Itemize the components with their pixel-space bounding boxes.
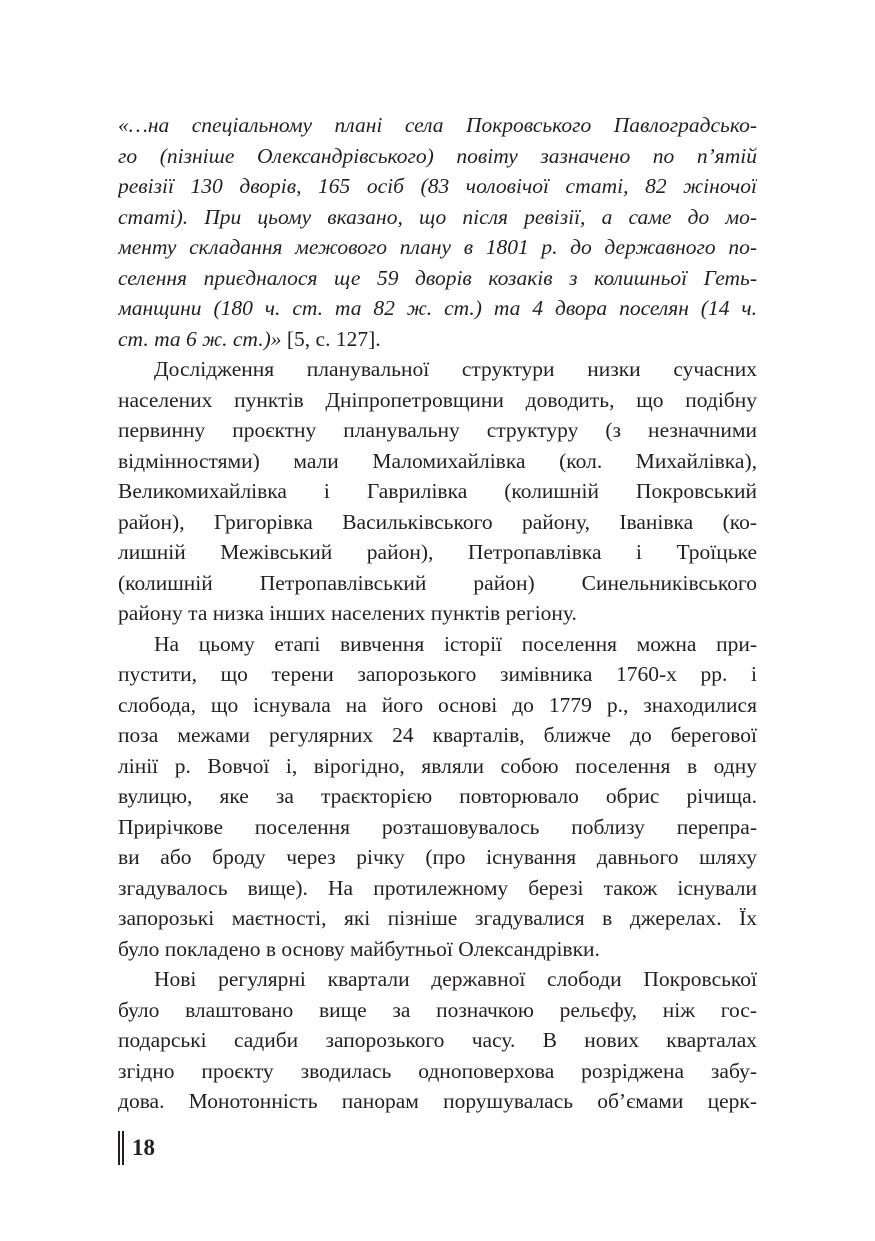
paragraph-line: запорозькі маєтності, які пізніше згадувалися в джерелах. Їх (118, 906, 757, 930)
paragraph-line: ви або броду через річку (про існування давнього шляху (118, 845, 757, 869)
paragraph-line: пустити, що терени запорозького зимівника 1760-х рр. і (118, 662, 757, 686)
paragraph-line: населених пунктів Дніпропетровщини доводить, що подібну (118, 387, 757, 412)
quotation-block (118, 110, 757, 354)
paragraph-line: (колишній Петропавлівський район) Синельниківського (118, 570, 757, 595)
page-number: 18 (132, 1135, 155, 1160)
quote-line: манщини (180 ч. ст. та 82 ж. ст.) та 4 двора поселян (14 ч. (118, 296, 757, 320)
paragraph-line: первинну проєктну планувальну структуру (з незначними (118, 418, 757, 442)
paragraph-line: район), Григорівка Васильківського району, Іванівка (ко- (118, 509, 757, 534)
quote-line: менту складання межового плану в 1801 р. до державного по- (118, 235, 757, 259)
paragraph-line: було влаштовано вище за позначкою рельєфу, ніж гос- (118, 997, 757, 1022)
paragraph-line: слобода, що існувала на його основі до 1779 р., знаходилися (118, 692, 757, 717)
paragraph-line: Дослідження планувальної структури низки сучасних (154, 357, 757, 381)
paragraph-regular-quarters (118, 964, 757, 1117)
paragraph-line: згідно проєкту зводилась одноповерхова розріджена забу- (118, 1058, 757, 1083)
paragraph-line: лінії р. Вовчої і, вірогідно, являли собою поселення в одну (118, 753, 757, 778)
paragraph-line: було покладено в основу майбутньої Олександрівки. (118, 936, 600, 961)
quote-line: «…на спеціальному плані села Покровського Павлоградсько- (118, 113, 757, 137)
citation-reference: [5, с. 127]. (281, 326, 381, 351)
paragraph-line: лишній Межівський район), Петропавлівка і Троїцьке (118, 540, 757, 564)
footer-rule (118, 1131, 120, 1165)
paragraph-line: подарські садиби запорозького часу. В нових кварталах (118, 1028, 757, 1052)
paragraph-line: відмінностями) мали Маломихайлівка (кол. Михайлівка), (118, 448, 757, 473)
paragraph-line: вулицю, яке за траєкторією повторювало обрис річища. (118, 784, 757, 808)
paragraph-line: Нові регулярні квартали державної слободи Покровської (154, 967, 757, 991)
quote-line: статі). При цьому вказано, що після ревізії, а саме до мо- (118, 204, 757, 229)
paragraph-line: Прирічкове поселення розташовувалось поблизу перепра- (118, 814, 757, 839)
paragraph-line: згадувалось вище). На протилежному березі також існували (118, 875, 757, 900)
page-body (118, 110, 757, 1117)
paragraph-planning-structure (118, 354, 757, 629)
footer-rule (122, 1131, 124, 1165)
paragraph-line: Великомихайлівка і Гаврилівка (колишній Покровський (118, 479, 757, 503)
quote-line-text: ст. та 6 ж. ст.)» (118, 326, 282, 351)
paragraph-line: поза межами регулярних 24 кварталів, ближче до берегової (118, 723, 757, 747)
quote-line: селення приєдналося ще 59 дворів козаків з колишньої Геть- (118, 265, 757, 290)
page-footer (118, 1131, 155, 1165)
quote-line-last (118, 324, 757, 355)
quote-line: ревізії 130 дворів, 165 осіб (83 чоловічої статі, 82 жіночої (118, 174, 757, 198)
paragraph-line: На цьому етапі вивчення історії поселення можна при- (154, 631, 757, 656)
paragraph-settlement-history (118, 629, 757, 965)
paragraph-line: району та низка інших населених пунктів регіону. (118, 601, 577, 625)
quote-line: го (пізніше Олександрівського) повіту зазначено по п’ятій (118, 143, 757, 168)
paragraph-line: дова. Монотонність панорам порушувалась об’ємами церк- (118, 1089, 757, 1113)
